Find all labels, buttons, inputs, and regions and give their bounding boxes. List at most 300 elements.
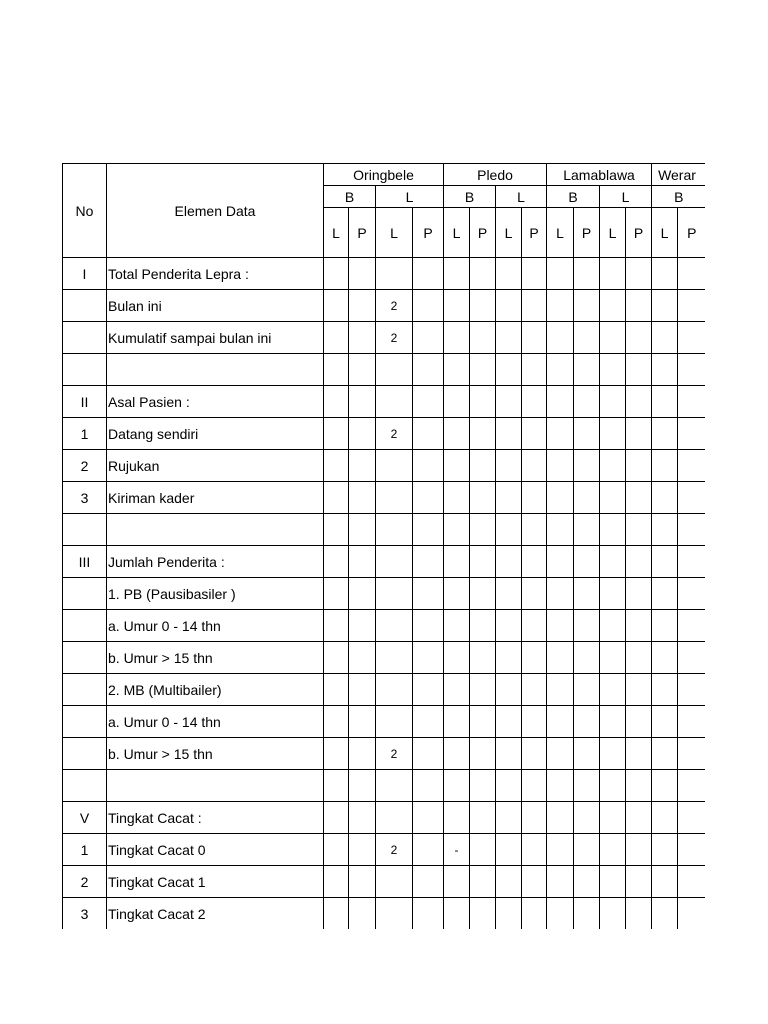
data-cell <box>470 770 496 802</box>
data-cell <box>600 610 626 642</box>
data-cell <box>413 258 444 290</box>
row-number <box>63 706 107 738</box>
header-sex-perempuan: P <box>678 208 705 258</box>
row-label: 1. PB (Pausibasiler ) <box>107 578 324 610</box>
data-cell <box>376 386 413 418</box>
data-cell <box>470 898 496 930</box>
table-row <box>63 578 706 610</box>
data-cell <box>652 898 678 930</box>
data-cell <box>600 290 626 322</box>
data-cell <box>522 290 547 322</box>
data-cell <box>652 610 678 642</box>
row-number: 3 <box>63 898 107 930</box>
data-cell <box>349 290 376 322</box>
data-cell <box>349 418 376 450</box>
data-cell <box>349 770 376 802</box>
data-cell <box>626 674 652 706</box>
row-number: III <box>63 546 107 578</box>
data-cell <box>324 834 349 866</box>
data-cell <box>470 674 496 706</box>
data-cell <box>522 546 547 578</box>
data-cell <box>626 706 652 738</box>
data-cell <box>547 514 574 546</box>
data-cell <box>349 578 376 610</box>
data-cell <box>444 386 470 418</box>
data-cell <box>324 450 349 482</box>
data-cell <box>678 898 705 930</box>
data-cell <box>349 514 376 546</box>
data-cell <box>496 610 522 642</box>
data-cell <box>496 578 522 610</box>
header-sex-perempuan: P <box>522 208 547 258</box>
data-cell <box>652 674 678 706</box>
data-cell <box>547 706 574 738</box>
header-village-lamablawa: Lamablawa <box>547 164 652 186</box>
row-label: b. Umur > 15 thn <box>107 738 324 770</box>
row-label: Rujukan <box>107 450 324 482</box>
row-number <box>63 354 107 386</box>
header-sex-perempuan: P <box>413 208 444 258</box>
data-cell <box>376 802 413 834</box>
data-cell: - <box>444 834 470 866</box>
data-cell <box>376 898 413 930</box>
row-number: 2 <box>63 450 107 482</box>
data-cell <box>470 642 496 674</box>
data-cell <box>496 546 522 578</box>
row-number <box>63 610 107 642</box>
data-cell <box>522 322 547 354</box>
data-cell <box>349 546 376 578</box>
table-row <box>63 514 706 546</box>
data-cell <box>349 450 376 482</box>
data-cell <box>600 354 626 386</box>
data-cell <box>324 642 349 674</box>
data-cell <box>600 578 626 610</box>
data-cell <box>470 706 496 738</box>
header-village-oringbele: Oringbele <box>324 164 444 186</box>
data-cell <box>444 578 470 610</box>
data-cell: 2 <box>376 290 413 322</box>
table-row <box>63 770 706 802</box>
header-group-l: L <box>376 186 444 208</box>
data-cell <box>349 354 376 386</box>
data-cell <box>376 706 413 738</box>
data-cell <box>413 578 444 610</box>
row-label: Asal Pasien : <box>107 386 324 418</box>
data-cell <box>547 290 574 322</box>
data-cell <box>600 738 626 770</box>
data-cell <box>626 482 652 514</box>
data-cell <box>413 866 444 898</box>
data-cell <box>547 354 574 386</box>
data-cell <box>324 418 349 450</box>
data-cell <box>349 834 376 866</box>
data-cell <box>496 898 522 930</box>
data-cell <box>444 418 470 450</box>
data-cell <box>470 418 496 450</box>
data-cell <box>496 738 522 770</box>
data-cell <box>574 834 600 866</box>
data-cell <box>626 386 652 418</box>
data-cell <box>470 802 496 834</box>
data-cell <box>626 834 652 866</box>
data-cell <box>413 546 444 578</box>
data-cell <box>413 706 444 738</box>
table-row <box>63 866 706 898</box>
data-cell <box>600 706 626 738</box>
data-cell <box>496 354 522 386</box>
data-cell <box>678 802 705 834</box>
data-cell <box>496 290 522 322</box>
data-cell <box>626 258 652 290</box>
data-cell <box>547 482 574 514</box>
data-cell <box>678 386 705 418</box>
data-cell <box>574 482 600 514</box>
data-cell <box>413 642 444 674</box>
data-cell <box>600 770 626 802</box>
data-cell <box>678 482 705 514</box>
data-cell <box>413 834 444 866</box>
data-cell <box>444 450 470 482</box>
row-label <box>107 514 324 546</box>
data-cell <box>547 418 574 450</box>
data-cell <box>349 258 376 290</box>
row-label: Datang sendiri <box>107 418 324 450</box>
table-row <box>63 674 706 706</box>
data-cell <box>470 354 496 386</box>
data-cell <box>678 706 705 738</box>
data-cell <box>600 514 626 546</box>
table-row <box>63 834 706 866</box>
header-sex-laki: L <box>324 208 349 258</box>
header-group-b: B <box>444 186 496 208</box>
data-cell <box>522 514 547 546</box>
row-number: 2 <box>63 866 107 898</box>
data-cell <box>652 290 678 322</box>
data-cell <box>652 418 678 450</box>
data-cell <box>652 770 678 802</box>
header-sex-laki: L <box>652 208 678 258</box>
data-cell <box>413 322 444 354</box>
data-cell <box>547 770 574 802</box>
row-number <box>63 674 107 706</box>
data-cell <box>470 322 496 354</box>
data-cell <box>652 258 678 290</box>
data-cell <box>324 258 349 290</box>
data-cell <box>349 610 376 642</box>
data-cell <box>496 802 522 834</box>
row-number <box>63 290 107 322</box>
data-cell <box>547 866 574 898</box>
data-cell <box>574 514 600 546</box>
data-cell <box>678 514 705 546</box>
header-sex-perempuan: P <box>574 208 600 258</box>
row-number <box>63 578 107 610</box>
data-cell <box>574 642 600 674</box>
data-cell <box>413 354 444 386</box>
data-cell <box>600 642 626 674</box>
data-cell <box>652 642 678 674</box>
data-cell <box>413 802 444 834</box>
data-cell <box>496 258 522 290</box>
header-sex-perempuan: P <box>470 208 496 258</box>
data-cell <box>444 642 470 674</box>
row-label: Kumulatif sampai bulan ini <box>107 322 324 354</box>
data-cell <box>547 834 574 866</box>
table-row <box>63 450 706 482</box>
data-cell <box>652 738 678 770</box>
data-cell <box>522 770 547 802</box>
header-sex-laki: L <box>376 208 413 258</box>
data-cell <box>522 898 547 930</box>
data-cell <box>626 514 652 546</box>
row-number: 3 <box>63 482 107 514</box>
data-cell <box>600 450 626 482</box>
data-cell <box>522 706 547 738</box>
data-cell <box>444 354 470 386</box>
data-cell <box>324 802 349 834</box>
header-group-b: B <box>324 186 376 208</box>
header-sex-perempuan: P <box>349 208 376 258</box>
data-cell <box>522 482 547 514</box>
data-cell <box>470 450 496 482</box>
data-cell <box>547 578 574 610</box>
data-cell <box>547 450 574 482</box>
table-row <box>63 546 706 578</box>
row-label: Kiriman kader <box>107 482 324 514</box>
table-row <box>63 802 706 834</box>
data-cell <box>444 866 470 898</box>
row-label <box>107 354 324 386</box>
data-cell <box>470 866 496 898</box>
data-cell <box>349 802 376 834</box>
data-cell <box>349 642 376 674</box>
header-sex-perempuan: P <box>626 208 652 258</box>
table-row <box>63 386 706 418</box>
data-cell <box>376 770 413 802</box>
row-label: Total Penderita Lepra : <box>107 258 324 290</box>
data-cell <box>547 738 574 770</box>
data-cell <box>547 674 574 706</box>
row-number <box>63 322 107 354</box>
data-cell <box>678 642 705 674</box>
table-row <box>63 290 706 322</box>
table-row <box>63 418 706 450</box>
row-label: a. Umur 0 - 14 thn <box>107 610 324 642</box>
data-cell <box>678 866 705 898</box>
data-cell <box>376 674 413 706</box>
data-cell <box>574 738 600 770</box>
data-cell <box>444 482 470 514</box>
data-cell <box>444 706 470 738</box>
data-cell <box>413 610 444 642</box>
data-cell <box>574 450 600 482</box>
data-cell <box>547 898 574 930</box>
data-cell <box>522 418 547 450</box>
row-number <box>63 642 107 674</box>
data-cell <box>324 546 349 578</box>
row-number <box>63 738 107 770</box>
data-cell <box>324 354 349 386</box>
header-group-l: L <box>496 186 547 208</box>
data-cell <box>496 386 522 418</box>
data-cell <box>522 258 547 290</box>
data-cell <box>349 674 376 706</box>
data-cell <box>470 578 496 610</box>
data-cell <box>324 514 349 546</box>
row-label: Bulan ini <box>107 290 324 322</box>
table-row <box>63 642 706 674</box>
data-cell <box>652 354 678 386</box>
data-cell <box>522 578 547 610</box>
data-cell <box>444 674 470 706</box>
header-sex-laki: L <box>600 208 626 258</box>
data-cell <box>349 706 376 738</box>
data-cell <box>574 802 600 834</box>
data-cell <box>600 866 626 898</box>
data-cell <box>678 290 705 322</box>
data-cell <box>413 290 444 322</box>
data-cell <box>349 322 376 354</box>
row-label: 2. MB (Multibailer) <box>107 674 324 706</box>
data-cell <box>626 642 652 674</box>
data-cell <box>522 738 547 770</box>
row-number: 1 <box>63 418 107 450</box>
header-elemen-data: Elemen Data <box>107 164 324 258</box>
data-cell <box>626 578 652 610</box>
data-cell <box>444 546 470 578</box>
data-cell <box>349 738 376 770</box>
data-cell <box>522 450 547 482</box>
data-cell <box>678 578 705 610</box>
data-cell <box>678 258 705 290</box>
data-cell <box>496 418 522 450</box>
data-cell <box>470 290 496 322</box>
data-cell <box>413 674 444 706</box>
data-cell <box>413 738 444 770</box>
data-cell <box>574 770 600 802</box>
data-cell <box>470 546 496 578</box>
data-cell <box>496 322 522 354</box>
table-row <box>63 610 706 642</box>
data-cell <box>376 546 413 578</box>
row-label: Jumlah Penderita : <box>107 546 324 578</box>
data-cell <box>376 354 413 386</box>
row-label: b. Umur > 15 thn <box>107 642 324 674</box>
data-cell <box>349 482 376 514</box>
data-cell <box>600 802 626 834</box>
data-cell <box>547 610 574 642</box>
data-sheet <box>62 163 705 929</box>
data-cell <box>600 386 626 418</box>
data-cell <box>496 642 522 674</box>
data-cell <box>626 802 652 834</box>
data-cell <box>600 322 626 354</box>
row-label: Tingkat Cacat 0 <box>107 834 324 866</box>
data-cell <box>600 418 626 450</box>
data-cell <box>626 322 652 354</box>
data-cell <box>444 898 470 930</box>
data-cell <box>547 258 574 290</box>
data-cell <box>626 610 652 642</box>
table-row <box>63 322 706 354</box>
data-cell <box>496 706 522 738</box>
data-cell <box>652 386 678 418</box>
data-cell <box>678 322 705 354</box>
data-cell <box>652 450 678 482</box>
data-cell <box>376 258 413 290</box>
row-number: 1 <box>63 834 107 866</box>
row-number: I <box>63 258 107 290</box>
data-cell <box>413 386 444 418</box>
row-label: Tingkat Cacat : <box>107 802 324 834</box>
data-cell <box>574 322 600 354</box>
data-cell <box>574 258 600 290</box>
data-cell <box>626 770 652 802</box>
data-cell <box>547 322 574 354</box>
data-cell <box>470 738 496 770</box>
data-cell <box>574 386 600 418</box>
data-cell <box>470 514 496 546</box>
data-cell <box>574 706 600 738</box>
header-group-b: B <box>547 186 600 208</box>
data-cell <box>574 674 600 706</box>
data-cell <box>496 450 522 482</box>
data-cell <box>678 674 705 706</box>
data-cell <box>652 514 678 546</box>
table-row <box>63 482 706 514</box>
header-no: No <box>63 164 107 258</box>
data-cell <box>444 610 470 642</box>
data-cell <box>678 738 705 770</box>
data-cell <box>522 802 547 834</box>
table-row <box>63 898 706 930</box>
data-cell <box>652 578 678 610</box>
data-cell <box>376 482 413 514</box>
data-cell <box>678 610 705 642</box>
data-cell <box>574 866 600 898</box>
data-cell <box>324 578 349 610</box>
data-cell <box>600 674 626 706</box>
leprosy-report-table <box>62 163 705 929</box>
row-number: II <box>63 386 107 418</box>
data-cell <box>444 258 470 290</box>
data-cell <box>678 770 705 802</box>
header-row-villages <box>63 164 706 186</box>
row-number <box>63 514 107 546</box>
data-cell <box>600 258 626 290</box>
data-cell <box>574 546 600 578</box>
data-cell <box>626 738 652 770</box>
header-group-b: B <box>652 186 705 208</box>
data-cell <box>626 546 652 578</box>
data-cell <box>652 546 678 578</box>
data-cell <box>574 610 600 642</box>
table-row <box>63 706 706 738</box>
data-cell <box>324 898 349 930</box>
data-cell <box>600 898 626 930</box>
data-cell <box>470 834 496 866</box>
data-cell <box>600 482 626 514</box>
data-cell: 2 <box>376 738 413 770</box>
data-cell <box>324 674 349 706</box>
data-cell <box>376 450 413 482</box>
data-cell <box>444 290 470 322</box>
data-cell <box>678 450 705 482</box>
data-cell <box>522 674 547 706</box>
data-cell <box>547 386 574 418</box>
data-cell <box>324 322 349 354</box>
